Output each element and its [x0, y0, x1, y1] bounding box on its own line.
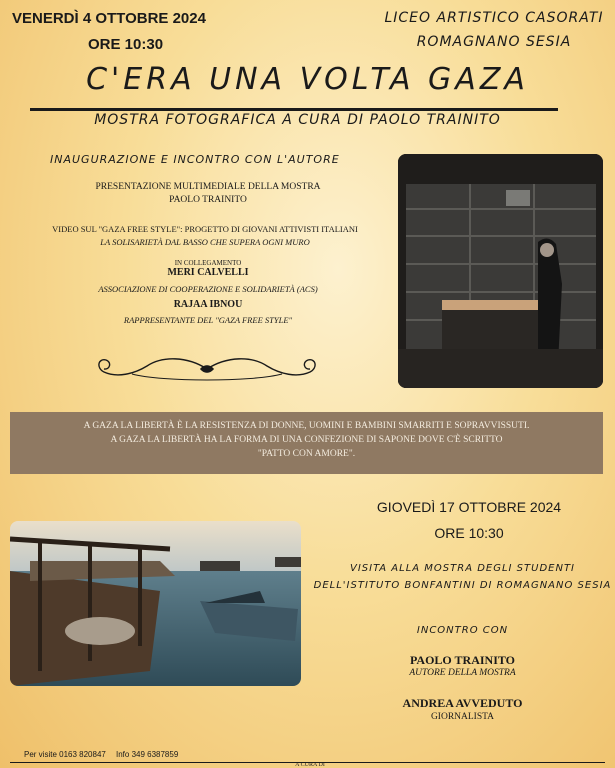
title-divider — [30, 108, 558, 111]
harbor-photo — [10, 521, 301, 686]
second-event-date: GIOVEDÌ 17 OTTOBRE 2024 — [376, 499, 562, 515]
program-heading: INAUGURAZIONE E INCONTRO CON L'AUTORE — [50, 153, 340, 166]
person2-role: GIORNALISTA — [430, 712, 495, 722]
event-time: ORE 10:30 — [88, 36, 164, 53]
video-text: VIDEO SUL "GAZA FREE STYLE": PROGETTO DI GIOVANI ATTIVISTI ITALIANI — [52, 224, 358, 234]
person1-name: PAOLO TRAINITO — [409, 653, 516, 667]
meeting-label: INCONTRO CON — [416, 625, 509, 636]
visit-line-2: DELL'ISTITUTO BONFANTINI DI ROMAGNANO SESIA — [313, 580, 612, 591]
presenter-name: PAOLO TRAINITO — [169, 195, 247, 205]
presentation-text: PRESENTAZIONE MULTIMEDIALE DELLA MOSTRA — [95, 182, 321, 192]
guest1-role: ASSOCIAZIONE DI COOPERAZIONE E SOLIDARIETÀ (ACS) — [98, 284, 318, 294]
school-name: LICEO ARTISTICO CASORATI — [384, 10, 604, 26]
page-title: C'ERA UNA VOLTA GAZA — [86, 62, 529, 97]
video-subtext: LA SOLISARIETÀ DAL BASSO CHE SUPERA OGNI MURO — [100, 237, 310, 247]
visits-phone: Per visite 0163 820847 — [24, 750, 106, 759]
page-subtitle: MOSTRA FOTOGRAFICA A CURA DI PAOLO TRAINITO — [94, 112, 501, 128]
person1-role: AUTORE DELLA MOSTRA — [409, 668, 516, 678]
guest1-name: MERI CALVELLI — [167, 267, 249, 278]
person2-name: ANDREA AVVEDUTO — [402, 696, 523, 710]
shop-photo — [398, 154, 603, 388]
event-date: VENERDÌ 4 OTTOBRE 2024 — [12, 10, 206, 27]
footer-credit: A CURA DI — [295, 763, 325, 768]
info-phone: Info 349 6387859 — [116, 750, 179, 759]
visit-line-1: VISITA ALLA MOSTRA DEGLI STUDENTI — [349, 563, 576, 574]
quote-line-3: "PATTO CON AMORE". — [257, 449, 356, 459]
link-label: IN COLLEGAMENTO — [174, 259, 242, 267]
guest2-role: RAPPRESENTANTE DEL "GAZA FREE STYLE" — [123, 315, 293, 325]
second-event-time: ORE 10:30 — [434, 525, 504, 541]
guest2-name: RAJAA IBNOU — [173, 299, 243, 310]
school-town: ROMAGNANO SESIA — [416, 34, 572, 50]
quote-line-1: A GAZA LA LIBERTÀ È LA RESISTENZA DI DONNE, UOMINI E BAMBINI SMARRITI E SOPRAVVISSUTI. — [83, 421, 530, 431]
quote-line-2: A GAZA LA LIBERTÀ HA LA FORMA DI UNA CONFEZIONE DI SAPONE DOVE C'È SCRITTO — [110, 435, 503, 445]
ornament-flourish — [92, 352, 322, 386]
